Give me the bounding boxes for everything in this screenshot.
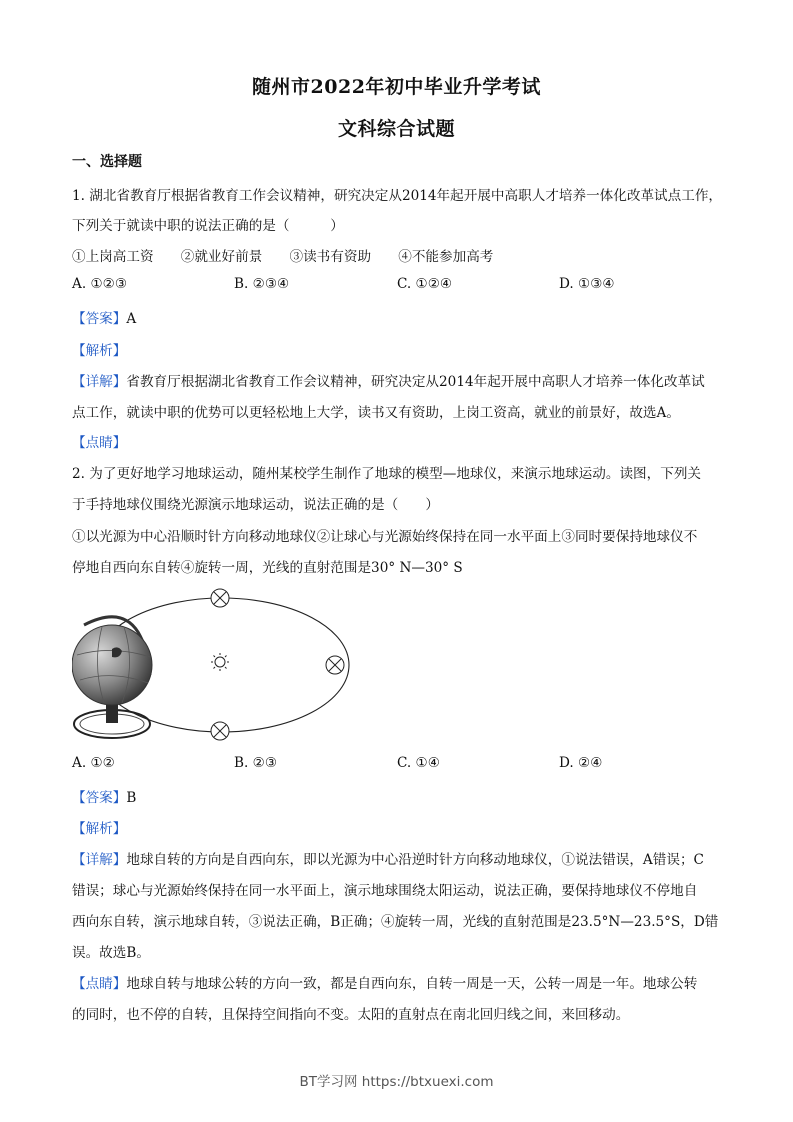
q2-option-c: C. ①④	[397, 755, 440, 771]
q2-stem-line1: 2. 为了更好地学习地球运动，随州某校学生制作了地球的模型—地球仪，来演示地球运动。读图，下列关	[72, 466, 702, 482]
q1-option-b: B. ②③④	[234, 276, 290, 292]
detail-tag: 【详解】	[72, 852, 127, 868]
site-footer: BT学习网 https://btxuexi.com	[299, 1074, 494, 1090]
q1-option-a: A. ①②③	[72, 276, 128, 292]
answer-value: B	[126, 790, 137, 806]
detail-text: 地球自转的方向是自西向东，即以光源为中心沿逆时针方向移动地球仪，①说法错误，A错误；C	[126, 852, 704, 868]
q2-option-b: B. ②③	[234, 755, 278, 771]
q2-detail-line2: 错误；球心与光源始终保持在同一水平面上，演示地球围绕太阳运动，说法正确，要保持地球仪不停地自	[72, 883, 698, 899]
light-source-icon	[211, 653, 229, 671]
q1-detail-line1	[72, 370, 705, 390]
q2-comment-line2: 的同时，也不停的自转，且保持空间指向不变。太阳的直射点在南北回归线之间，来回移动。	[72, 1007, 630, 1023]
q2-stem-line2: 于手持地球仪围绕光源演示地球运动，说法正确的是（ ）	[72, 497, 440, 513]
q2-items-line2: 停地自西向东自转④旋转一周，光线的直射范围是30° N—30° S	[72, 560, 463, 576]
q2-comment-line1	[72, 972, 697, 992]
q1-answer	[72, 307, 136, 327]
q1-analysis-tag: 【解析】	[72, 343, 127, 359]
q1-option-d: D. ①③④	[559, 276, 615, 292]
q2-analysis-tag: 【解析】	[72, 821, 127, 837]
q2-detail-line4: 误。故选B。	[72, 945, 150, 961]
q1-option-c: C. ①②④	[397, 276, 453, 292]
q2-detail-line1	[72, 848, 704, 868]
answer-tag: 【答案】	[72, 311, 127, 327]
detail-tag: 【详解】	[72, 374, 127, 390]
q2-detail-line3: 西向东自转，演示地球自转，③说法正确，B正确；④旋转一周，光线的直射范围是23.5°N—23.5°S，D错	[72, 914, 719, 930]
section-heading: 一、选择题	[72, 154, 142, 170]
exam-subtitle: 文科综合试题	[337, 118, 455, 140]
orbit-globe-top-icon	[211, 589, 229, 607]
q2-items-line1: ①以光源为中心沿顺时针方向移动地球仪②让球心与光源始终保持在同一水平面上③同时要保持地球仪不	[72, 529, 698, 545]
orbit-globe-right-icon	[326, 656, 344, 674]
detail-text: 省教育厅根据湖北省教育工作会议精神，研究决定从2014年起开展中高职人才培养一体化改革试	[126, 374, 705, 390]
q2-option-d: D. ②④	[559, 755, 603, 771]
globe-model-icon	[72, 617, 152, 738]
q1-comment-tag: 【点睛】	[72, 435, 127, 451]
comment-tag: 【点睛】	[72, 976, 127, 992]
q1-items: ①上岗高工资 ②就业好前景 ③读书有资助 ④不能参加高考	[72, 249, 494, 265]
answer-value: A	[126, 311, 137, 327]
q1-stem-line1: 1. 湖北省教育厅根据省教育工作会议精神，研究决定从2014年起开展中高职人才培养一体化改革试点工作，	[72, 188, 723, 204]
globe-orbit-figure	[72, 585, 362, 750]
comment-text: 地球自转与地球公转的方向一致，都是自西向东，自转一周是一天，公转一周是一年。地球公转	[126, 976, 698, 992]
q2-option-a: A. ①②	[72, 755, 115, 771]
q1-detail-line2: 点工作，就读中职的优势可以更轻松地上大学，读书又有资助，上岗工资高，就业的前景好，故选A。	[72, 405, 680, 421]
exam-title: 随州市2022年初中毕业升学考试	[252, 76, 541, 98]
orbit-globe-bottom-icon	[211, 722, 229, 740]
q2-answer	[72, 786, 136, 806]
answer-tag: 【答案】	[72, 790, 127, 806]
q1-stem-line2: 下列关于就读中职的说法正确的是（ ）	[72, 218, 344, 234]
